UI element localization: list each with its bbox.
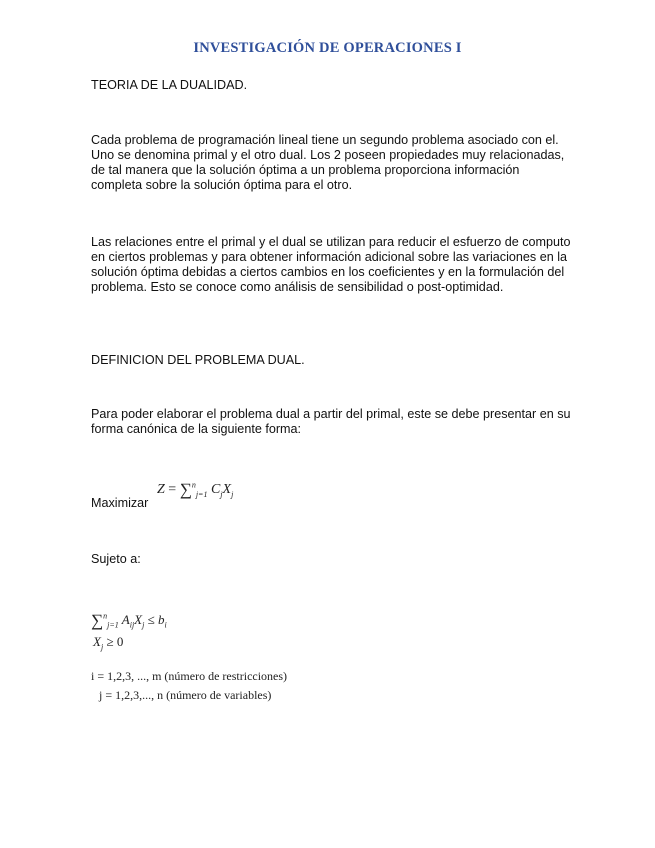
paragraph-intro: Cada problema de programación lineal tiene un segundo problema asociado con el. Uno se denomina primal y el otro dual. Los 2 poseen propiedades muy relacionadas, de tal manera que la solución óptima a un problema proporciona información completa sobre la solución óptima para el otro.: [91, 133, 565, 192]
paragraph-relations: Las relaciones entre el primal y el dual se utilizan para reducir el esfuerzo de computo en ciertos problemas y para obtener información adicional sobre las variaciones en la solución óptima debidas a ciertos cambios en los coeficientes y en la formulación del problema. Esto se conoce como análisis de sensibilidad o post-optimidad.: [91, 235, 571, 294]
section-heading-dual-definition: DEFINICION DEL PROBLEMA DUAL.: [91, 353, 305, 367]
constraint-sum-formula: ∑$^n_{j=1}$ $A_{ij}X_j \le b_i$: [91, 611, 167, 630]
maximize-label: Maximizar: [91, 496, 149, 510]
section-heading-duality: TEORIA DE LA DUALIDAD.: [91, 78, 248, 92]
constraint-nonnegativity-formula: $X_j \ge 0$: [93, 634, 124, 652]
document-title: INVESTIGACIÓN DE OPERACIONES I: [193, 40, 462, 56]
objective-function-formula: Z = ∑$^n_{j=1}$ $C_jX_j$: [157, 480, 234, 499]
subject-to-label: Sujeto a:: [91, 552, 141, 566]
paragraph-canonical-form: Para poder elaborar el problema dual a partir del primal, este se debe presentar en su forma canónica de la siguiente forma:: [91, 407, 571, 436]
index-j-definition: j = 1,2,3,..., n (número de variables): [99, 688, 272, 702]
index-i-definition: i = 1,2,3, ..., m (número de restricciones): [91, 669, 288, 683]
